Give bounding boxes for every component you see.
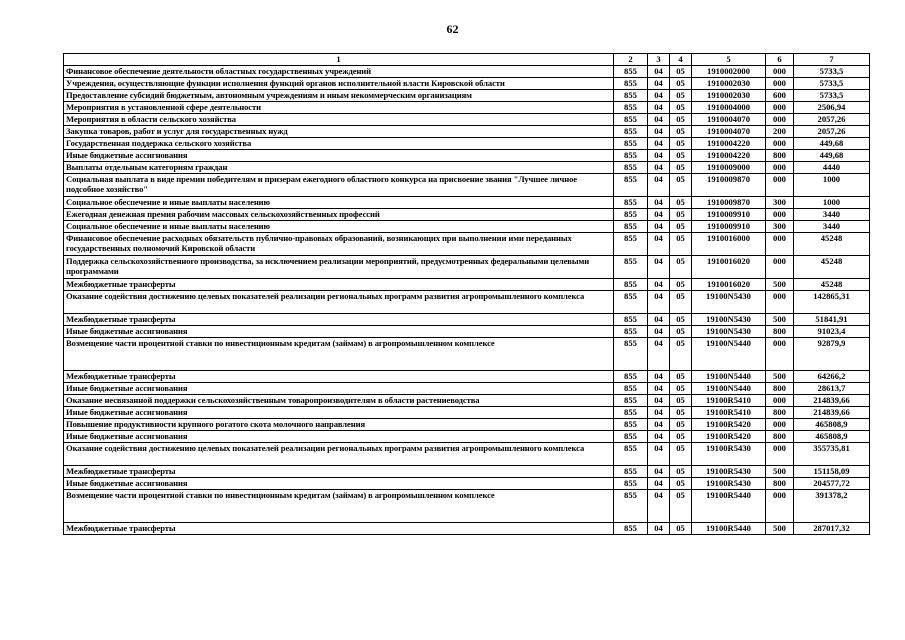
row-subsection-cell: 05: [670, 221, 692, 233]
row-subsection-cell: 05: [670, 256, 692, 279]
budget-table: [63, 53, 870, 535]
table-row: [64, 114, 870, 126]
row-subsection-cell: 05: [670, 174, 692, 197]
table-body: [64, 66, 870, 535]
row-expense-type-cell: 800: [766, 478, 794, 490]
row-expense-type-cell: 800: [766, 431, 794, 443]
row-subsection-cell: 05: [670, 126, 692, 138]
row-target-article-cell: 19100N5430: [692, 291, 766, 314]
row-amount-cell: 465808,9: [794, 431, 870, 443]
row-subsection-cell: 05: [670, 291, 692, 314]
row-section-cell: 04: [648, 326, 670, 338]
row-expense-type-cell: 000: [766, 291, 794, 314]
row-admin-code-cell: 855: [614, 466, 648, 478]
row-subsection-cell: 05: [670, 114, 692, 126]
row-section-cell: 04: [648, 279, 670, 291]
table-row: [64, 395, 870, 407]
row-expense-type-cell: 500: [766, 279, 794, 291]
table-row: [64, 326, 870, 338]
row-amount-cell: 151158,09: [794, 466, 870, 478]
row-expense-type-cell: 000: [766, 78, 794, 90]
row-name-cell: Учреждения, осуществляющие функции исполнения функций органов исполнительной власти Кировской области: [64, 78, 614, 90]
row-admin-code-cell: 855: [614, 209, 648, 221]
row-expense-type-cell: 300: [766, 197, 794, 209]
table-row: [64, 150, 870, 162]
row-admin-code-cell: 855: [614, 490, 648, 523]
row-admin-code-cell: 855: [614, 162, 648, 174]
row-section-cell: 04: [648, 419, 670, 431]
row-subsection-cell: 05: [670, 66, 692, 78]
row-subsection-cell: 05: [670, 443, 692, 466]
row-expense-type-cell: 800: [766, 150, 794, 162]
row-subsection-cell: 05: [670, 431, 692, 443]
row-amount-cell: 204577,72: [794, 478, 870, 490]
row-subsection-cell: 05: [670, 523, 692, 535]
row-subsection-cell: 05: [670, 395, 692, 407]
row-target-article-cell: 19100R5430: [692, 466, 766, 478]
row-section-cell: 04: [648, 102, 670, 114]
row-target-article-cell: 1910009870: [692, 174, 766, 197]
row-name-cell: Иные бюджетные ассигнования: [64, 150, 614, 162]
row-target-article-cell: 19100N5440: [692, 371, 766, 383]
row-target-article-cell: 1910004220: [692, 138, 766, 150]
table-row: [64, 478, 870, 490]
row-admin-code-cell: 855: [614, 279, 648, 291]
row-section-cell: 04: [648, 138, 670, 150]
row-amount-cell: 2057,26: [794, 126, 870, 138]
row-admin-code-cell: 855: [614, 443, 648, 466]
row-expense-type-cell: 000: [766, 490, 794, 523]
row-expense-type-cell: 500: [766, 371, 794, 383]
row-name-cell: Возмещение части процентной ставки по инвестиционным кредитам (займам) в агропромышленном комплексе: [64, 490, 614, 523]
row-subsection-cell: 05: [670, 150, 692, 162]
row-section-cell: 04: [648, 126, 670, 138]
row-target-article-cell: 1910004070: [692, 114, 766, 126]
row-admin-code-cell: 855: [614, 371, 648, 383]
row-subsection-cell: 05: [670, 78, 692, 90]
row-name-cell: Иные бюджетные ассигнования: [64, 478, 614, 490]
row-section-cell: 04: [648, 162, 670, 174]
row-amount-cell: 1000: [794, 197, 870, 209]
row-name-cell: Иные бюджетные ассигнования: [64, 383, 614, 395]
row-admin-code-cell: 855: [614, 291, 648, 314]
row-name-cell: Мероприятия в установленной сфере деятельности: [64, 102, 614, 114]
row-target-article-cell: 1910009910: [692, 209, 766, 221]
row-amount-cell: 142865,31: [794, 291, 870, 314]
row-amount-cell: 449,68: [794, 138, 870, 150]
table-row: [64, 90, 870, 102]
page-number: 62: [446, 22, 459, 36]
column-header: 3: [648, 54, 670, 66]
row-amount-cell: 391378,2: [794, 490, 870, 523]
row-name-cell: Закупка товаров, работ и услуг для государственных нужд: [64, 126, 614, 138]
row-target-article-cell: 1910004220: [692, 150, 766, 162]
column-header: 7: [794, 54, 870, 66]
row-expense-type-cell: 000: [766, 256, 794, 279]
row-section-cell: 04: [648, 371, 670, 383]
row-admin-code-cell: 855: [614, 233, 648, 256]
row-name-cell: Повышение продуктивности крупного рогатого скота молочного направления: [64, 419, 614, 431]
row-target-article-cell: 1910009910: [692, 221, 766, 233]
row-target-article-cell: 19100R5440: [692, 490, 766, 523]
row-expense-type-cell: 800: [766, 407, 794, 419]
row-section-cell: 04: [648, 150, 670, 162]
table-row: [64, 291, 870, 314]
row-section-cell: 04: [648, 490, 670, 523]
row-expense-type-cell: 000: [766, 338, 794, 371]
header-row: [64, 54, 870, 66]
row-amount-cell: 28613,7: [794, 383, 870, 395]
row-expense-type-cell: 000: [766, 209, 794, 221]
row-subsection-cell: 05: [670, 326, 692, 338]
row-section-cell: 04: [648, 78, 670, 90]
row-subsection-cell: 05: [670, 279, 692, 291]
row-amount-cell: 3440: [794, 221, 870, 233]
row-target-article-cell: 1910016020: [692, 279, 766, 291]
table-row: [64, 126, 870, 138]
row-admin-code-cell: 855: [614, 197, 648, 209]
table-row: [64, 443, 870, 466]
row-section-cell: 04: [648, 233, 670, 256]
row-expense-type-cell: 200: [766, 126, 794, 138]
row-target-article-cell: 1910004000: [692, 102, 766, 114]
row-amount-cell: 2057,26: [794, 114, 870, 126]
row-target-article-cell: 19100R5420: [692, 419, 766, 431]
row-admin-code-cell: 855: [614, 407, 648, 419]
table-row: [64, 490, 870, 523]
row-target-article-cell: 1910004070: [692, 126, 766, 138]
row-subsection-cell: 05: [670, 90, 692, 102]
row-subsection-cell: 05: [670, 209, 692, 221]
row-subsection-cell: 05: [670, 233, 692, 256]
row-name-cell: Межбюджетные трансферты: [64, 523, 614, 535]
row-amount-cell: 91023,4: [794, 326, 870, 338]
table-row: [64, 279, 870, 291]
row-admin-code-cell: 855: [614, 256, 648, 279]
row-subsection-cell: 05: [670, 338, 692, 371]
row-target-article-cell: 19100N5430: [692, 326, 766, 338]
row-subsection-cell: 05: [670, 371, 692, 383]
column-header: 5: [692, 54, 766, 66]
row-amount-cell: 449,68: [794, 150, 870, 162]
row-section-cell: 04: [648, 256, 670, 279]
row-section-cell: 04: [648, 221, 670, 233]
row-name-cell: Государственная поддержка сельского хозяйства: [64, 138, 614, 150]
row-name-cell: Иные бюджетные ассигнования: [64, 326, 614, 338]
table-row: [64, 466, 870, 478]
row-section-cell: 04: [648, 197, 670, 209]
row-admin-code-cell: 855: [614, 138, 648, 150]
row-expense-type-cell: 000: [766, 419, 794, 431]
row-expense-type-cell: 000: [766, 162, 794, 174]
row-section-cell: 04: [648, 66, 670, 78]
row-subsection-cell: 05: [670, 162, 692, 174]
column-header: 6: [766, 54, 794, 66]
table-row: [64, 197, 870, 209]
row-section-cell: 04: [648, 209, 670, 221]
row-amount-cell: 51841,91: [794, 314, 870, 326]
table-row: [64, 209, 870, 221]
row-subsection-cell: 05: [670, 478, 692, 490]
row-target-article-cell: 1910016020: [692, 256, 766, 279]
row-target-article-cell: 1910002030: [692, 90, 766, 102]
row-admin-code-cell: 855: [614, 150, 648, 162]
row-admin-code-cell: 855: [614, 102, 648, 114]
table-row: [64, 419, 870, 431]
table-row: [64, 78, 870, 90]
row-admin-code-cell: 855: [614, 314, 648, 326]
row-expense-type-cell: 000: [766, 66, 794, 78]
row-subsection-cell: 05: [670, 314, 692, 326]
row-section-cell: 04: [648, 291, 670, 314]
row-name-cell: Социальная выплата в виде премии победителям и призерам ежегодного областного конкурса на присвоение звания "Лучшее личное подсобное хозяйство": [64, 174, 614, 197]
row-admin-code-cell: 855: [614, 78, 648, 90]
row-amount-cell: 5733,5: [794, 78, 870, 90]
row-subsection-cell: 05: [670, 102, 692, 114]
row-amount-cell: 5733,5: [794, 90, 870, 102]
table-row: [64, 371, 870, 383]
table-row: [64, 523, 870, 535]
row-subsection-cell: 05: [670, 466, 692, 478]
row-expense-type-cell: 000: [766, 443, 794, 466]
row-admin-code-cell: 855: [614, 431, 648, 443]
row-expense-type-cell: 600: [766, 90, 794, 102]
row-amount-cell: 355735,81: [794, 443, 870, 466]
row-name-cell: Мероприятия в области сельского хозяйства: [64, 114, 614, 126]
row-name-cell: Иные бюджетные ассигнования: [64, 431, 614, 443]
row-admin-code-cell: 855: [614, 478, 648, 490]
table-row: [64, 102, 870, 114]
row-amount-cell: 92879,9: [794, 338, 870, 371]
row-amount-cell: 3440: [794, 209, 870, 221]
row-target-article-cell: 19100R5430: [692, 443, 766, 466]
column-header: 4: [670, 54, 692, 66]
row-amount-cell: 465808,9: [794, 419, 870, 431]
row-amount-cell: 45248: [794, 279, 870, 291]
row-amount-cell: 64266,2: [794, 371, 870, 383]
row-name-cell: Финансовое обеспечение расходных обязательств публично-правовых образований, возникающих при выполнении ими переданных государственных полномочий Кировской области: [64, 233, 614, 256]
row-admin-code-cell: 855: [614, 66, 648, 78]
table-row: [64, 174, 870, 197]
table-row: [64, 407, 870, 419]
row-section-cell: 04: [648, 523, 670, 535]
table-row: [64, 66, 870, 78]
row-name-cell: Межбюджетные трансферты: [64, 371, 614, 383]
table-row: [64, 383, 870, 395]
table-row: [64, 314, 870, 326]
table-row: [64, 338, 870, 371]
row-subsection-cell: 05: [670, 407, 692, 419]
row-expense-type-cell: 800: [766, 383, 794, 395]
row-section-cell: 04: [648, 443, 670, 466]
row-expense-type-cell: 800: [766, 326, 794, 338]
row-section-cell: 04: [648, 174, 670, 197]
row-admin-code-cell: 855: [614, 174, 648, 197]
row-amount-cell: 45248: [794, 256, 870, 279]
row-expense-type-cell: 500: [766, 314, 794, 326]
table-row: [64, 233, 870, 256]
row-name-cell: Социальное обеспечение и иные выплаты населению: [64, 221, 614, 233]
row-target-article-cell: 19100R5440: [692, 523, 766, 535]
column-header: 1: [64, 54, 614, 66]
row-section-cell: 04: [648, 478, 670, 490]
row-section-cell: 04: [648, 90, 670, 102]
row-name-cell: Выплаты отдельным категориям граждан: [64, 162, 614, 174]
row-name-cell: Оказание содействия достижению целевых показателей реализации региональных программ развития агропромышленного комплекса: [64, 443, 614, 466]
row-section-cell: 04: [648, 395, 670, 407]
row-admin-code-cell: 855: [614, 419, 648, 431]
row-expense-type-cell: 000: [766, 138, 794, 150]
row-name-cell: Межбюджетные трансферты: [64, 314, 614, 326]
row-target-article-cell: 19100R5410: [692, 407, 766, 419]
row-section-cell: 04: [648, 338, 670, 371]
row-target-article-cell: 1910002000: [692, 66, 766, 78]
row-target-article-cell: 19100N5430: [692, 314, 766, 326]
row-section-cell: 04: [648, 466, 670, 478]
row-expense-type-cell: 000: [766, 395, 794, 407]
table-row: [64, 221, 870, 233]
row-section-cell: 04: [648, 431, 670, 443]
row-expense-type-cell: 500: [766, 523, 794, 535]
row-target-article-cell: 1910009870: [692, 197, 766, 209]
row-name-cell: Предоставление субсидий бюджетным, автономным учреждениям и иным некоммерческим организациям: [64, 90, 614, 102]
row-target-article-cell: 1910009000: [692, 162, 766, 174]
row-name-cell: Поддержка сельскохозяйственного производства, за исключением реализации мероприятий, предусмотренных федеральными целевыми программами: [64, 256, 614, 279]
row-admin-code-cell: 855: [614, 326, 648, 338]
row-amount-cell: 214839,66: [794, 407, 870, 419]
row-admin-code-cell: 855: [614, 126, 648, 138]
row-subsection-cell: 05: [670, 490, 692, 523]
row-name-cell: Возмещение части процентной ставки по инвестиционным кредитам (займам) в агропромышленном комплексе: [64, 338, 614, 371]
row-name-cell: Ежегодная денежная премия рабочим массовых сельскохозяйственных профессий: [64, 209, 614, 221]
row-admin-code-cell: 855: [614, 338, 648, 371]
row-section-cell: 04: [648, 114, 670, 126]
row-amount-cell: 45248: [794, 233, 870, 256]
row-expense-type-cell: 500: [766, 466, 794, 478]
row-target-article-cell: 19100N5440: [692, 383, 766, 395]
row-name-cell: Оказание несвязанной поддержки сельскохозяйственным товаропроизводителям в области растениеводства: [64, 395, 614, 407]
row-name-cell: Социальное обеспечение и иные выплаты населению: [64, 197, 614, 209]
row-target-article-cell: 19100R5410: [692, 395, 766, 407]
row-admin-code-cell: 855: [614, 383, 648, 395]
row-admin-code-cell: 855: [614, 221, 648, 233]
row-target-article-cell: 19100R5420: [692, 431, 766, 443]
row-amount-cell: 2506,94: [794, 102, 870, 114]
table-row: [64, 256, 870, 279]
row-subsection-cell: 05: [670, 419, 692, 431]
row-subsection-cell: 05: [670, 138, 692, 150]
row-target-article-cell: 19100N5440: [692, 338, 766, 371]
row-expense-type-cell: 000: [766, 114, 794, 126]
row-name-cell: Иные бюджетные ассигнования: [64, 407, 614, 419]
row-subsection-cell: 05: [670, 383, 692, 395]
row-amount-cell: 5733,5: [794, 66, 870, 78]
row-amount-cell: 4440: [794, 162, 870, 174]
row-amount-cell: 1000: [794, 174, 870, 197]
row-target-article-cell: 1910002030: [692, 78, 766, 90]
row-amount-cell: 287017,32: [794, 523, 870, 535]
row-name-cell: Межбюджетные трансферты: [64, 279, 614, 291]
row-name-cell: Финансовое обеспечение деятельности областных государственных учреждений: [64, 66, 614, 78]
table-row: [64, 138, 870, 150]
row-admin-code-cell: 855: [614, 114, 648, 126]
row-section-cell: 04: [648, 407, 670, 419]
table-row: [64, 162, 870, 174]
row-section-cell: 04: [648, 383, 670, 395]
row-subsection-cell: 05: [670, 197, 692, 209]
row-admin-code-cell: 855: [614, 90, 648, 102]
row-target-article-cell: 19100R5430: [692, 478, 766, 490]
row-expense-type-cell: 300: [766, 221, 794, 233]
row-amount-cell: 214839,66: [794, 395, 870, 407]
row-expense-type-cell: 000: [766, 233, 794, 256]
row-admin-code-cell: 855: [614, 395, 648, 407]
row-section-cell: 04: [648, 314, 670, 326]
row-target-article-cell: 1910016000: [692, 233, 766, 256]
column-header: 2: [614, 54, 648, 66]
row-admin-code-cell: 855: [614, 523, 648, 535]
row-name-cell: Оказание содействия достижению целевых показателей реализации региональных программ развития агропромышленного комплекса: [64, 291, 614, 314]
row-expense-type-cell: 000: [766, 174, 794, 197]
row-expense-type-cell: 000: [766, 102, 794, 114]
row-name-cell: Межбюджетные трансферты: [64, 466, 614, 478]
table-row: [64, 431, 870, 443]
